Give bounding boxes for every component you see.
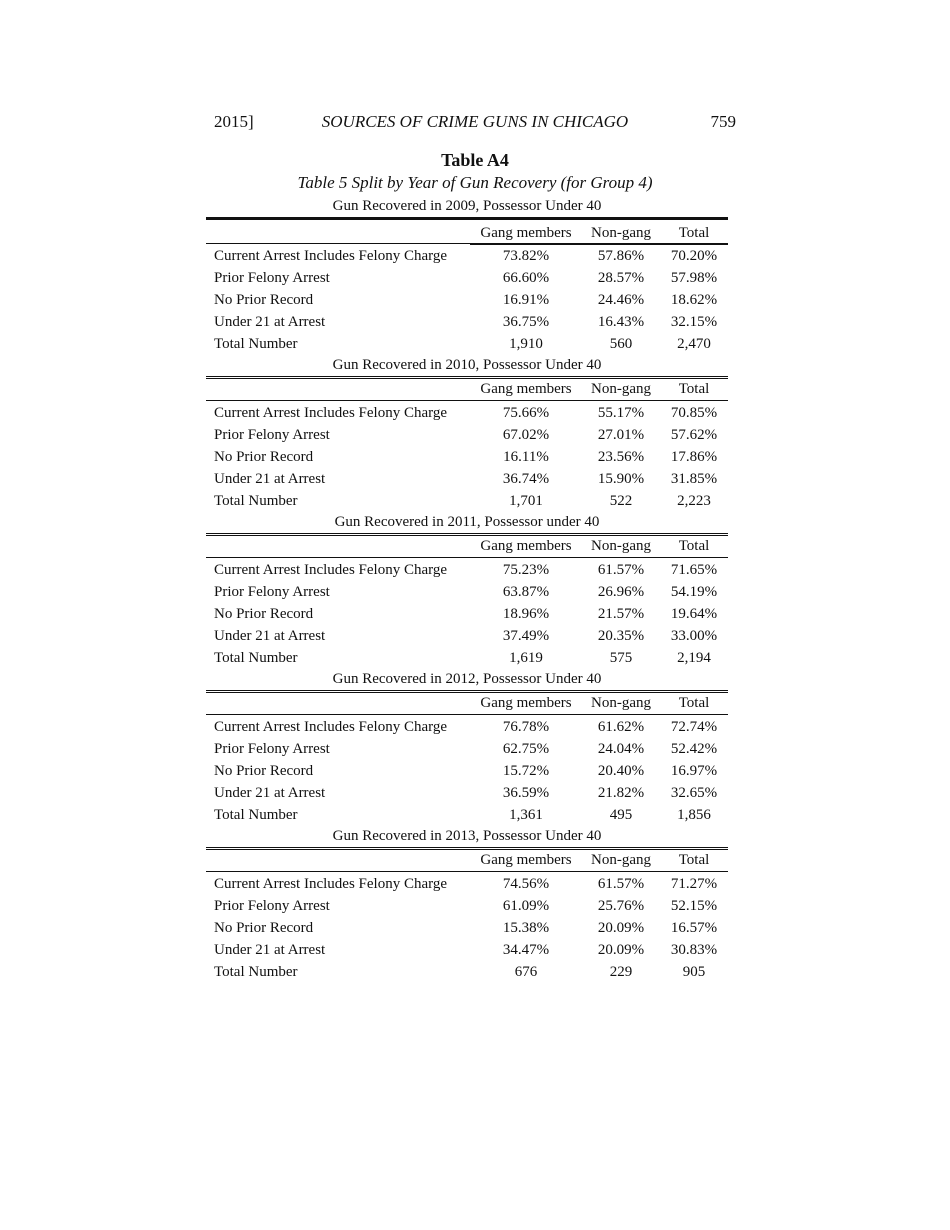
table-section (206, 826, 728, 983)
table-section (206, 512, 728, 669)
table-row (206, 582, 728, 604)
cell-total: 57.98% (670, 270, 718, 287)
row-label: Under 21 at Arrest (214, 784, 326, 801)
header-year: 2015] (214, 112, 254, 131)
cell-nongang: 55.17% (597, 405, 645, 422)
section-title: Gun Recovered in 2011, Possessor under 40 (334, 513, 600, 530)
table-row (206, 625, 728, 647)
column-header-nongang: Non-gang (582, 849, 660, 872)
row-label: Prior Felony Arrest (214, 270, 330, 287)
section-title: Gun Recovered in 2012, Possessor Under 40 (332, 670, 602, 687)
table-row (206, 425, 728, 447)
row-label: No Prior Record (214, 291, 314, 308)
row-label: No Prior Record (214, 919, 314, 936)
cell-total: 33.00% (670, 627, 718, 644)
row-label: No Prior Record (214, 762, 314, 779)
cell-nongang: 28.57% (597, 270, 645, 287)
cell-nongang: 25.76% (597, 898, 645, 915)
cell-gang: 75.23% (502, 562, 550, 579)
row-label: Prior Felony Arrest (214, 427, 330, 444)
cell-nongang: 61.57% (597, 562, 645, 579)
column-header-row (206, 536, 728, 558)
cell-nongang: 61.62% (597, 719, 645, 736)
column-header-row (206, 693, 728, 715)
cell-nongang: 16.43% (597, 313, 645, 330)
column-header-row (206, 379, 728, 401)
row-label: Total Number (214, 806, 298, 823)
cell-total: 31.85% (670, 470, 718, 487)
cell-nongang: 229 (609, 963, 633, 980)
column-header-total: Total (660, 535, 728, 558)
cell-total: 71.27% (670, 876, 718, 893)
cell-gang: 73.82% (502, 248, 550, 265)
cell-total: 19.64% (670, 605, 718, 622)
cell-gang: 76.78% (502, 719, 550, 736)
table-row (206, 896, 728, 918)
row-label: Current Arrest Includes Felony Charge (214, 248, 448, 265)
cell-nongang: 20.09% (597, 919, 645, 936)
table-row (206, 333, 728, 355)
cell-total: 905 (682, 963, 706, 980)
column-header-total: Total (660, 692, 728, 715)
cell-gang: 67.02% (502, 427, 550, 444)
cell-gang: 1,701 (509, 492, 543, 509)
column-header-row (206, 222, 728, 244)
column-header-nongang: Non-gang (582, 692, 660, 715)
row-label: Total Number (214, 335, 298, 352)
cell-total: 70.85% (670, 405, 718, 422)
column-header-nongang: Non-gang (582, 222, 660, 245)
row-label: Total Number (214, 963, 298, 980)
table-row (206, 761, 728, 783)
row-label: Prior Felony Arrest (214, 898, 330, 915)
table-section (206, 355, 728, 512)
cell-total: 1,856 (677, 806, 711, 823)
row-label: No Prior Record (214, 605, 314, 622)
column-header-gang: Gang members (470, 692, 582, 715)
cell-gang: 15.72% (502, 762, 550, 779)
column-header-total: Total (660, 849, 728, 872)
cell-nongang: 20.09% (597, 941, 645, 958)
cell-nongang: 26.96% (597, 584, 645, 601)
table-row (206, 739, 728, 761)
cell-total: 54.19% (670, 584, 718, 601)
cell-total: 32.15% (670, 313, 718, 330)
cell-gang: 16.91% (502, 291, 550, 308)
cell-nongang: 61.57% (597, 876, 645, 893)
cell-gang: 1,619 (509, 649, 543, 666)
row-label: Current Arrest Includes Felony Charge (214, 876, 448, 893)
cell-gang: 16.11% (503, 448, 549, 465)
table-row (206, 490, 728, 512)
header-journal-title: SOURCES OF CRIME GUNS IN CHICAGO (321, 112, 629, 131)
cell-gang: 75.66% (502, 405, 550, 422)
table-row (206, 717, 728, 739)
cell-total: 16.57% (670, 919, 718, 936)
cell-gang: 66.60% (502, 270, 550, 287)
cell-nongang: 24.46% (597, 291, 645, 308)
row-label: Prior Felony Arrest (214, 584, 330, 601)
header-page-number: 759 (710, 112, 736, 131)
table-row (206, 647, 728, 669)
column-header-nongang: Non-gang (582, 378, 660, 401)
section-title: Gun Recovered in 2010, Possessor Under 40 (332, 356, 602, 373)
cell-nongang: 560 (609, 335, 633, 352)
cell-gang: 676 (514, 963, 538, 980)
cell-nongang: 20.35% (597, 627, 645, 644)
table-row (206, 604, 728, 626)
cell-nongang: 575 (609, 649, 633, 666)
cell-gang: 1,910 (509, 335, 543, 352)
cell-total: 71.65% (670, 562, 718, 579)
row-label: Prior Felony Arrest (214, 741, 330, 758)
table-subtitle: Table 5 Split by Year of Gun Recovery (for Group 4) (297, 173, 653, 192)
column-header-gang: Gang members (470, 222, 582, 245)
cell-nongang: 27.01% (597, 427, 645, 444)
row-label: Current Arrest Includes Felony Charge (214, 719, 448, 736)
cell-nongang: 21.57% (597, 605, 645, 622)
table-row (206, 939, 728, 961)
cell-total: 2,194 (677, 649, 711, 666)
cell-nongang: 522 (609, 492, 633, 509)
table-row (206, 961, 728, 983)
cell-nongang: 20.40% (597, 762, 645, 779)
table-row (206, 918, 728, 940)
cell-gang: 15.38% (502, 919, 550, 936)
section-title: Gun Recovered in 2013, Possessor Under 40 (332, 827, 602, 844)
table-row (206, 311, 728, 333)
cell-gang: 34.47% (502, 941, 550, 958)
cell-total: 72.74% (670, 719, 718, 736)
cell-gang: 37.49% (502, 627, 550, 644)
cell-gang: 36.75% (502, 313, 550, 330)
table-row (206, 268, 728, 290)
table-row (206, 447, 728, 469)
cell-total: 2,223 (677, 492, 711, 509)
column-header-gang: Gang members (470, 849, 582, 872)
cell-total: 32.65% (670, 784, 718, 801)
table-row (206, 560, 728, 582)
cell-gang: 74.56% (502, 876, 550, 893)
cell-total: 30.83% (670, 941, 718, 958)
cell-total: 57.62% (670, 427, 718, 444)
cell-nongang: 23.56% (597, 448, 645, 465)
row-label: Under 21 at Arrest (214, 627, 326, 644)
cell-total: 17.86% (670, 448, 718, 465)
column-header-total: Total (660, 378, 728, 401)
cell-nongang: 24.04% (597, 741, 645, 758)
cell-gang: 18.96% (502, 605, 550, 622)
table-row (206, 468, 728, 490)
table-title: Table A4 (441, 150, 509, 170)
cell-nongang: 21.82% (597, 784, 645, 801)
cell-total: 52.42% (670, 741, 718, 758)
row-label: Under 21 at Arrest (214, 313, 326, 330)
cell-total: 2,470 (677, 335, 711, 352)
cell-total: 18.62% (670, 291, 718, 308)
row-label: Total Number (214, 649, 298, 666)
cell-gang: 63.87% (502, 584, 550, 601)
table-row (206, 804, 728, 826)
data-table (206, 196, 728, 983)
cell-gang: 36.59% (502, 784, 550, 801)
table-row (206, 290, 728, 312)
table-section (206, 196, 728, 355)
cell-nongang: 15.90% (597, 470, 645, 487)
column-header-gang: Gang members (470, 535, 582, 558)
cell-gang: 36.74% (502, 470, 550, 487)
cell-nongang: 57.86% (597, 248, 645, 265)
column-header-nongang: Non-gang (582, 535, 660, 558)
running-header (214, 112, 736, 134)
row-label: Under 21 at Arrest (214, 941, 326, 958)
table-row (206, 246, 728, 268)
column-header-total: Total (660, 222, 728, 245)
row-label: Current Arrest Includes Felony Charge (214, 405, 448, 422)
cell-gang: 62.75% (502, 741, 550, 758)
column-header-row (206, 850, 728, 872)
table-row (206, 874, 728, 896)
section-title: Gun Recovered in 2009, Possessor Under 40 (332, 198, 602, 214)
cell-gang: 1,361 (509, 806, 543, 823)
row-label: Total Number (214, 492, 298, 509)
row-label: No Prior Record (214, 448, 314, 465)
row-label: Current Arrest Includes Felony Charge (214, 562, 448, 579)
cell-total: 52.15% (670, 898, 718, 915)
cell-gang: 61.09% (502, 898, 550, 915)
section-rule (206, 217, 728, 220)
column-header-gang: Gang members (470, 378, 582, 401)
table-section (206, 669, 728, 826)
cell-nongang: 495 (609, 806, 633, 823)
row-label: Under 21 at Arrest (214, 470, 326, 487)
table-row (206, 403, 728, 425)
table-row (206, 782, 728, 804)
cell-total: 70.20% (670, 248, 718, 265)
cell-total: 16.97% (670, 762, 718, 779)
